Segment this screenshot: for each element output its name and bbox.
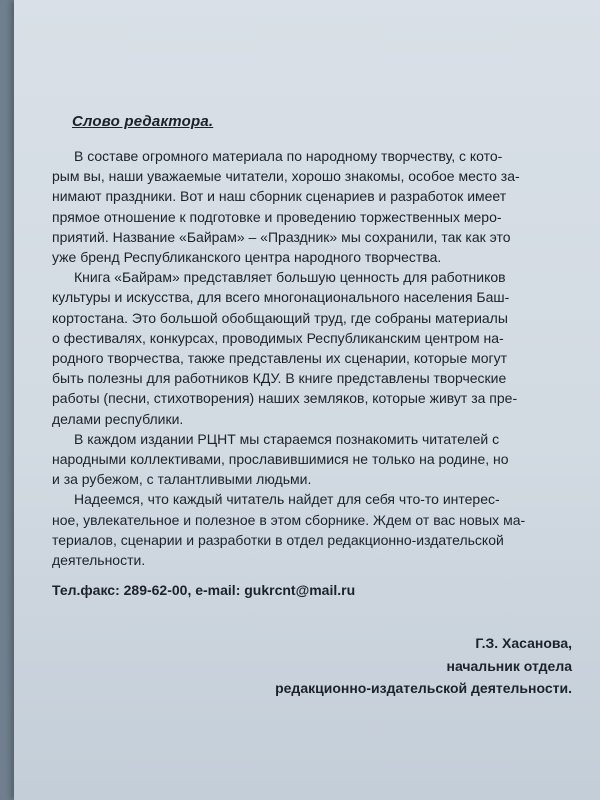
- paragraph-2: [52, 267, 572, 429]
- signature-name: Г.З. Хасанова,: [475, 635, 572, 651]
- text-line: териалов, сценарии и разработки в отдел редакционно-издательской: [52, 531, 504, 548]
- signature-department: редакционно-издательской деятельности.: [275, 680, 572, 696]
- text-line: кортостана. Это большой обобщающий труд, где собраны материалы: [52, 309, 508, 326]
- text-line: народными коллективами, прославившимися не только на родине, но: [52, 451, 509, 468]
- text-line: культуры и искусства, для всего многонационального населения Баш-: [52, 289, 510, 306]
- document-page: [14, 0, 600, 800]
- text-line: ное, увлекательное и полезное в этом сборнике. Ждем от вас новых ма-: [52, 511, 526, 528]
- contact-info: Тел.факс: 289-62-00, e-mail: gukrcnt@mail.ru: [52, 582, 356, 598]
- text-line: В составе огромного материала по народному творчеству, с кото-: [74, 148, 503, 164]
- signature-block: [275, 632, 572, 700]
- text-line: делами республики.: [52, 410, 184, 427]
- text-line: деятельности.: [52, 552, 146, 569]
- text-line: прямое отношение к подготовке и проведению торжественных меро-: [52, 208, 502, 225]
- signature-position: начальник отдела: [446, 657, 572, 674]
- text-line: и за рубежом, с талантливыми людьми.: [52, 471, 312, 488]
- text-line: В каждом издании РЦНТ мы стараемся познакомить читателей с: [74, 430, 500, 447]
- text-line: о фестивалях, конкурсах, проводимых Республиканским центром на-: [52, 329, 504, 346]
- text-line: нимают праздники. Вот и наш сборник сценариев и разработок имеет: [52, 188, 507, 205]
- paragraph-1: [52, 146, 572, 267]
- text-line: работы (песни, стихотворения) наших земляков, которые живут за пре-: [52, 390, 518, 407]
- editor-letter-body: [52, 146, 572, 570]
- text-line: приятий. Название «Байрам» – «Праздник» мы сохранили, так как это: [52, 228, 511, 245]
- text-line: Книга «Байрам» представляет большую ценность для работников: [74, 269, 506, 286]
- text-line: Надеемся, что каждый читатель найдет для себя что-то интерес-: [74, 491, 500, 508]
- page-title: Слово редактора.: [72, 113, 214, 130]
- text-line: быть полезны для работников КДУ. В книге представлены творческие: [52, 370, 507, 387]
- paragraph-3: [52, 429, 572, 490]
- text-line: родного творчества, также представлены их сценарии, которые могут: [52, 350, 508, 367]
- paragraph-4: [52, 489, 572, 570]
- text-line: уже бренд Республиканского центра народного творчества.: [52, 249, 442, 266]
- text-line: рым вы, наши уважаемые читатели, хорошо знакомы, особое место за-: [52, 168, 520, 185]
